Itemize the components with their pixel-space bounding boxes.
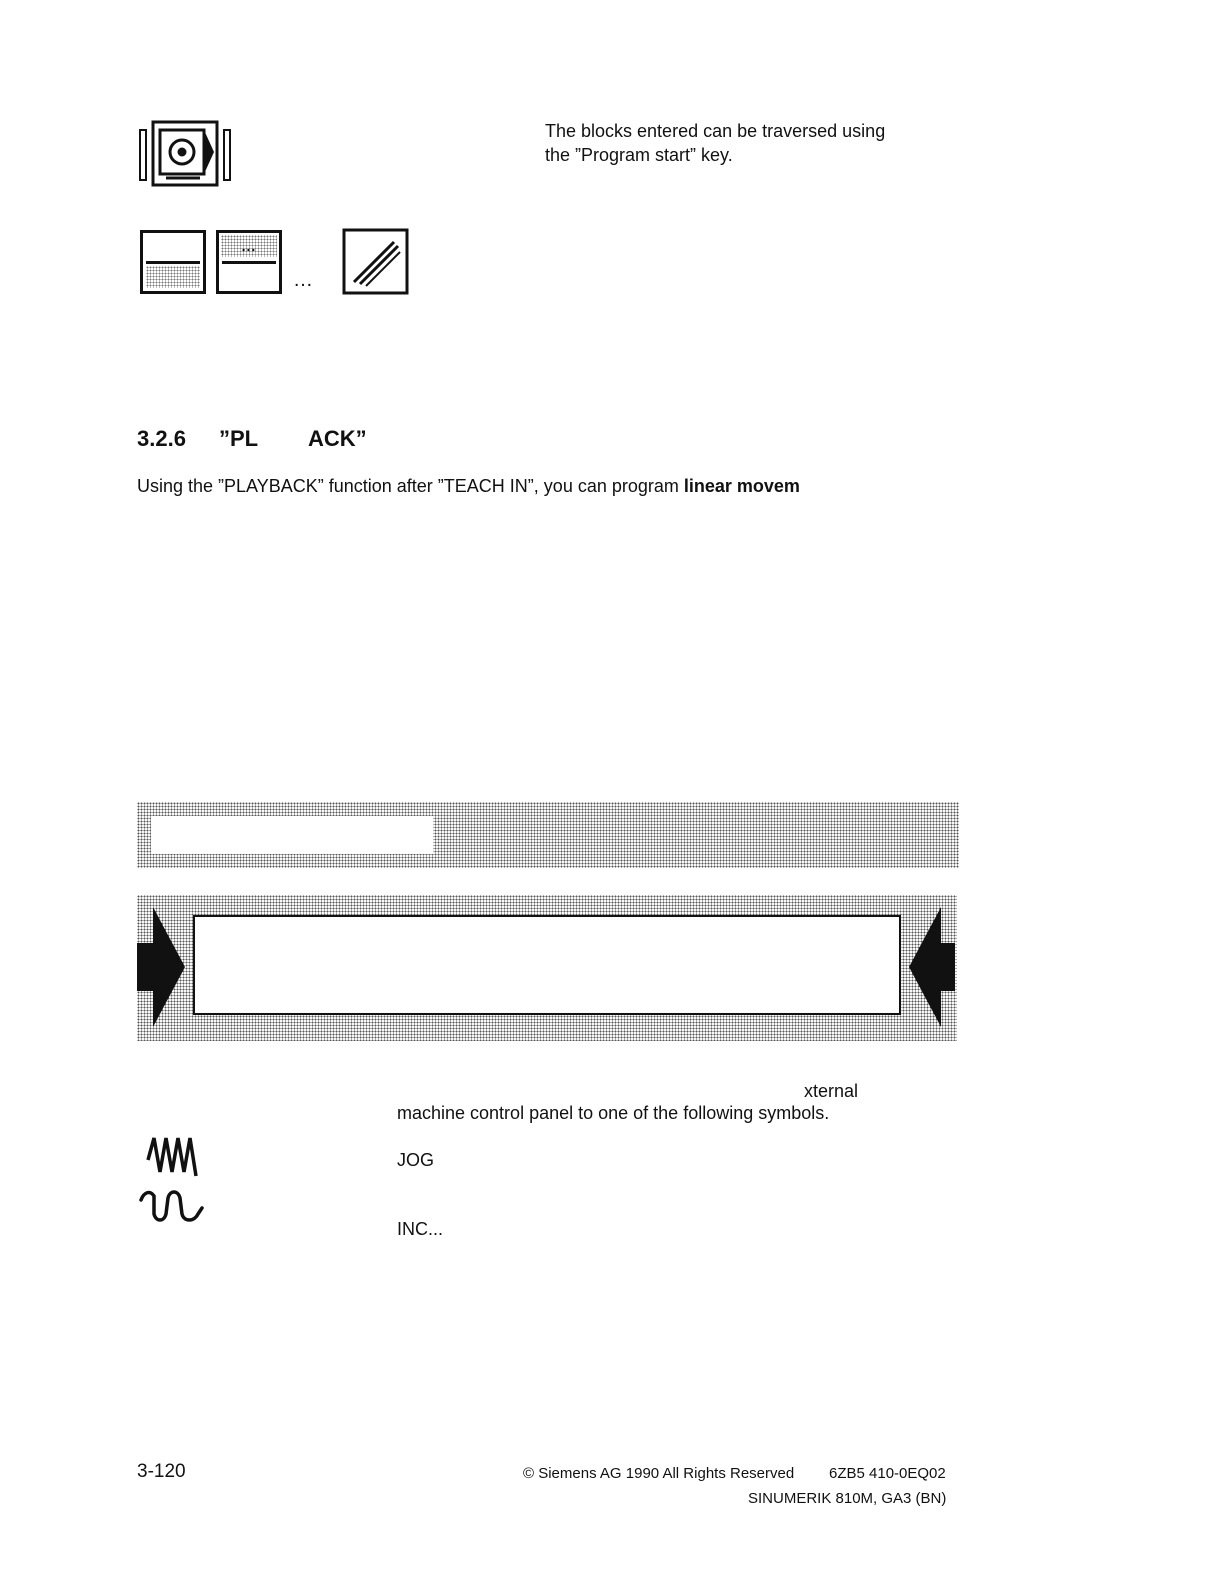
mode-switch-line2: machine control panel to one of the following symbols.	[397, 1103, 830, 1123]
mode-label-jog: JOG	[397, 1150, 435, 1170]
footer-doc-number: 6ZB5 410-0EQ02	[829, 1465, 946, 1482]
program-start-description	[545, 119, 965, 167]
mode-label-inc: INC...	[397, 1219, 444, 1239]
program-start-line1: The blocks entered can be traversed using	[545, 121, 886, 141]
header-blank-field	[151, 816, 433, 854]
mode-switch-line1: xternal	[804, 1081, 859, 1101]
right-arrow-icon	[137, 903, 189, 1033]
inc-wave-icon	[138, 1186, 208, 1226]
intro-bold: linear movem	[683, 476, 800, 496]
program-start-key-icon	[138, 120, 233, 188]
footer-product: SINUMERIK 810M, GA3 (BN)	[748, 1490, 947, 1507]
softkey-separator-ellipsis: …	[293, 269, 313, 291]
softkey-ellipsis-icon	[216, 230, 282, 294]
left-arrow-icon	[907, 903, 957, 1033]
section-title-part2: ACK”	[308, 426, 367, 451]
dotted-frame	[137, 895, 957, 1041]
intro-paragraph	[137, 474, 800, 498]
dotted-header-bar	[137, 802, 959, 868]
jog-zigzag-icon	[144, 1134, 200, 1180]
softkey-dotted-icon	[140, 230, 206, 294]
softkey-ellipsis-label: ...	[241, 238, 257, 254]
intro-text: Using the ”PLAYBACK” function after ”TEACH IN”, you can program	[137, 476, 684, 496]
footer-copyright: © Siemens AG 1990 All Rights Reserved	[523, 1465, 795, 1482]
section-number: 3.2.6	[137, 426, 186, 451]
softkey-hatched-icon	[342, 228, 410, 296]
page-number: 3-120	[137, 1461, 186, 1482]
section-title-part1: ”PL	[219, 426, 259, 451]
program-start-line2: the ”Program start” key.	[545, 145, 733, 165]
section-heading	[137, 426, 367, 452]
frame-blank-box	[193, 915, 901, 1015]
